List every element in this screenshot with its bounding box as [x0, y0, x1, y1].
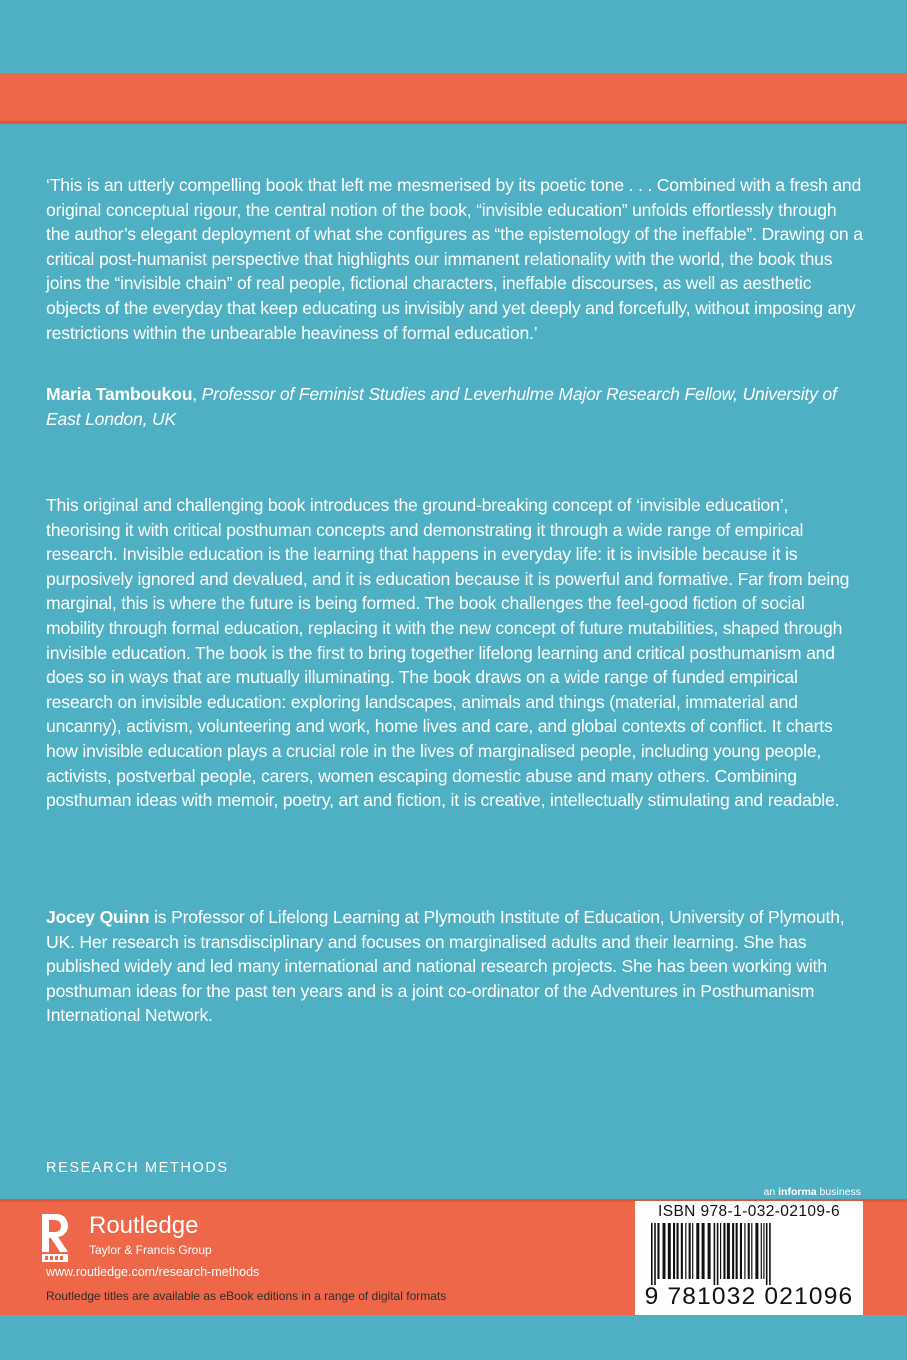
barcode-bar	[651, 1223, 653, 1285]
barcode-bar	[663, 1223, 666, 1279]
barcode-bar	[673, 1223, 675, 1279]
author-bio	[46, 905, 864, 1028]
barcode-bar	[689, 1223, 691, 1279]
top-band-edge	[0, 121, 907, 124]
publisher-group: Taylor & Francis Group	[89, 1243, 212, 1257]
isbn-label: ISBN 978-1-032-02109-6	[658, 1203, 840, 1220]
barcode-bar	[763, 1223, 764, 1279]
review-attribution	[46, 382, 864, 431]
barcode-bar	[657, 1223, 659, 1279]
routledge-logo-icon	[38, 1212, 72, 1264]
barcode-bar	[685, 1223, 686, 1279]
reviewer-name: Maria Tamboukou	[46, 384, 193, 404]
isbn-barcode	[635, 1201, 863, 1315]
review-quote	[46, 173, 864, 345]
author-bio-text: is Professor of Lifelong Learning at Plymouth Institute of Education, University of Plymouth, UK. Her research is transdisciplinary and focuses on marginalised adults and their learning. She has published widely and led many international and national research projects. She has been working with posthuman ideas for the past ten years and is a joint co-ordinator of the Adventures in Posthumanism International Network.	[46, 907, 845, 1026]
barcode-bar	[769, 1223, 771, 1285]
barcode-bar	[751, 1223, 752, 1279]
barcode-bar	[714, 1223, 716, 1285]
informa-tagline	[764, 1186, 861, 1198]
barcode-bar	[692, 1223, 693, 1279]
top-color-band	[0, 73, 907, 121]
barcode-bar	[736, 1223, 738, 1279]
barcode-bar	[681, 1223, 683, 1279]
barcode-bar	[755, 1223, 758, 1279]
barcode-bar	[708, 1223, 711, 1279]
review-quote-text: ‘This is an utterly compelling book that left me mesmerised by its poetic tone . . . Combined with a fresh and original conceptual rigour, the central notion of the book, “invisible education” unfolds effortlessly through the author’s elegant deployment of what she configures as “the epistemology of the ineffable”. Drawing on a critical post-humanist perspective that highlights our immanent relationality with the world, the book thus joins the “invisible chain” of real people, fictional characters, ineffable discourses, as well as aesthetic objects of the everyday that keep educating us invisibly and yet deeply and forcefully, without imposing any restrictions within the unbearable heaviness of formal education.’	[46, 175, 863, 343]
author-name: Jocey Quinn	[46, 907, 150, 927]
informa-prefix: an	[763, 1186, 779, 1198]
barcode-bar	[748, 1223, 750, 1279]
reviewer-role: Professor of Feminist Studies and Leverhulme Major Research Fellow, University of East London, UK	[46, 384, 837, 429]
book-description-text: This original and challenging book introduces the ground-breaking concept of ‘invisible education’, theorising it with critical posthuman concepts and demonstrating it through a wide range of empirical research. Invisible education is the learning that happens in everyday life: it is invisible because it is purposively ignored and devalued, and it is education because it is powerful and formative. Far from being marginal, this is where the future is being formed. The book challenges the feel-good fiction of social mobility through formal education, replacing it with the new concept of future mutabilities, shaped through invisible education. The book is the first to bring together lifelong learning and critical posthumanism and does so in ways that are mutually illuminating. The book draws on a wide range of funded empirical research on invisible education: exploring landscapes, animals and things (material, immaterial and uncanny), activism, volunteering and work, home lives and care, and global contexts of conflict. It charts how invisible education plays a crucial role in the lives of marginalised people, including young people, activists, postverbal people, carers, women escaping domestic abuse and many others. Combining posthuman ideas with memoir, poetry, art and fiction, it is creative, intellectually stimulating and readable.	[46, 495, 850, 811]
informa-suffix: business	[816, 1186, 861, 1198]
barcode-bars	[649, 1223, 857, 1285]
publisher-name: Routledge	[89, 1212, 199, 1239]
barcode-bar	[732, 1223, 734, 1279]
barcode-bar	[702, 1223, 705, 1279]
book-description	[46, 493, 864, 813]
barcode-bar	[744, 1223, 745, 1279]
ebook-note: Routledge titles are available as eBook editions in a range of digital formats	[46, 1289, 447, 1303]
barcode-bar	[677, 1223, 679, 1279]
barcode-bar	[720, 1223, 721, 1279]
publisher-url[interactable]: www.routledge.com/research-methods	[46, 1265, 260, 1279]
barcode-number: 9 781032 021096	[644, 1283, 854, 1310]
barcode-bar	[696, 1223, 699, 1279]
barcode-bar	[654, 1223, 656, 1285]
series-label: RESEARCH METHODS	[46, 1160, 229, 1176]
barcode-bar	[766, 1223, 768, 1285]
informa-brand: informa	[778, 1186, 817, 1198]
barcode-bar	[727, 1223, 730, 1279]
attribution-separator: ,	[192, 384, 202, 404]
barcode-bar	[723, 1223, 725, 1279]
barcode-bar	[668, 1223, 671, 1279]
barcode-bar	[761, 1223, 762, 1279]
barcode-bar	[740, 1223, 742, 1279]
barcode-bar	[717, 1223, 719, 1285]
